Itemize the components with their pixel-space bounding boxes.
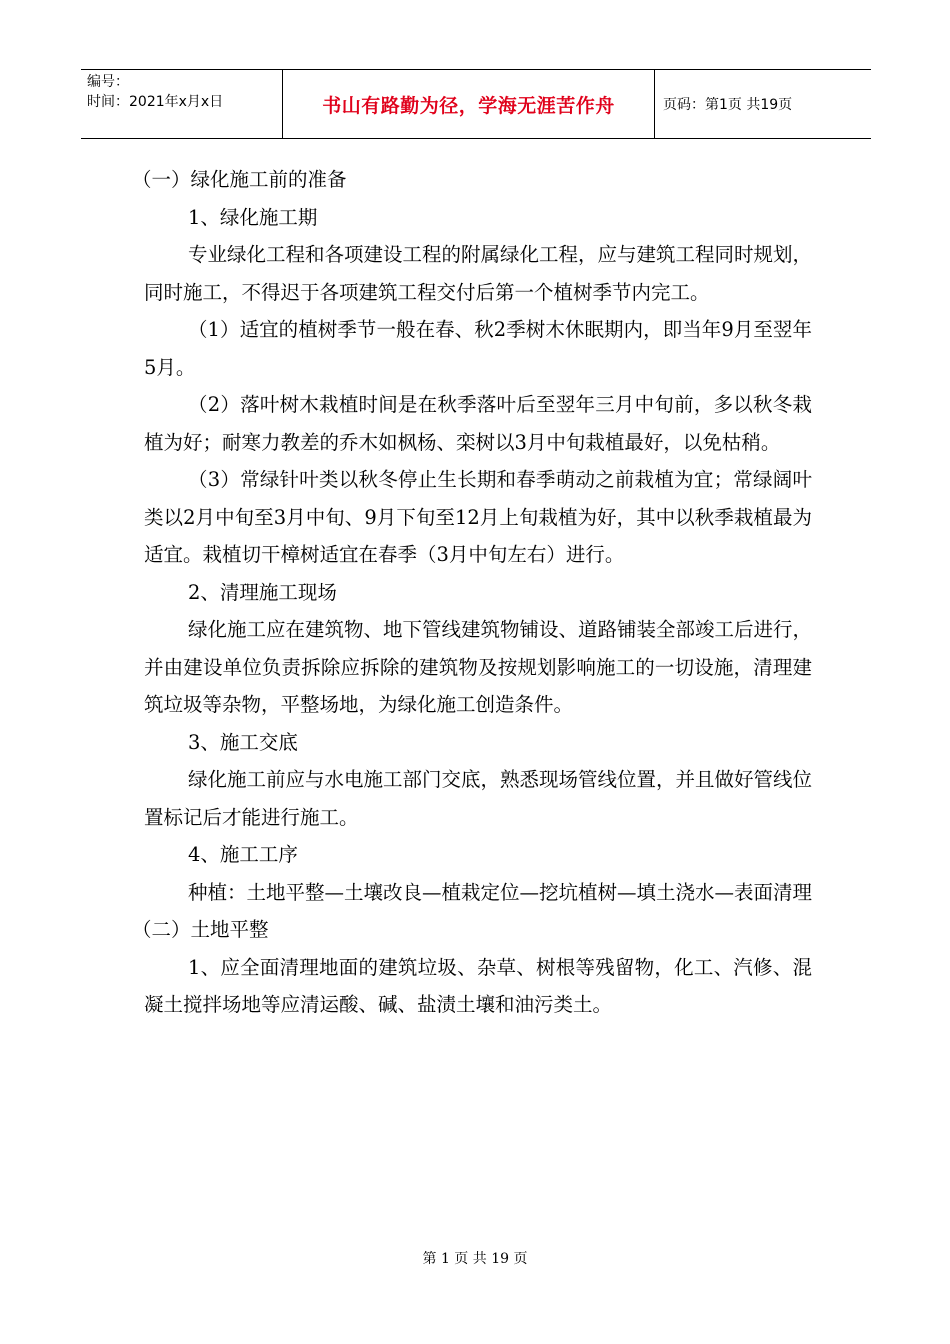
page-footer: 第 1 页 共 19 页 [422,1251,528,1267]
paragraph: 种植：土地平整—土壤改良—植栽定位—挖坑植树—填土浇水—表面清理 [188,880,813,904]
section-heading: （二）土地平整 [132,918,269,941]
paragraph: 绿化施工前应与水电施工部门交底，熟悉现场管线位置，并且做好管线位置标记后才能进行施工。 [144,768,813,829]
header-page-cell [655,70,871,138]
paragraph: 绿化施工应在建筑物、地下管线建筑物铺设、道路铺装全部竣工后进行，并由建设单位负责拆除应拆除的建筑物及按规划影响施工的一切设施，清理建筑垃圾等杂物，平整场地，为绿化施工创造条件。 [144,618,813,716]
subsection-heading: 1、绿化施工期 [188,205,318,229]
header-table [81,69,871,139]
paragraph: （2）落叶树木栽植时间是在秋季落叶后至翌年三月中旬前，多以秋冬栽植为好；耐寒力教差的乔木如枫杨、栾树以3月中旬栽植最好，以免枯稍。 [144,393,812,454]
paragraph: （3）常绿针叶类以秋冬停止生长期和春季萌动之前栽植为宜；常绿阔叶类以2月中旬至3月中旬、9月下旬至12月上旬栽植为好，其中以秋季栽植最为适宜。栽植切干樟树适宜在春季（3月中旬左右）进行。 [144,468,812,566]
header-meta-cell [81,70,283,138]
paragraph: 1、应全面清理地面的建筑垃圾、杂草、树根等残留物，化工、汽修、混凝土搅拌场地等应清运酸、碱、盐渍土壤和油污类土。 [144,955,812,1016]
page-info: 页码：第1页 共19页 [663,97,793,113]
paragraph: 专业绿化工程和各项建设工程的附属绿化工程，应与建筑工程同时规划，同时施工，不得迟于各项建筑工程交付后第一个植树季节内完工。 [144,243,813,304]
motto-text: 书山有路勤为径，学海无涯苦作舟 [322,94,615,117]
section-heading: （一）绿化施工前的准备 [132,168,347,191]
header-motto-cell [283,70,655,138]
document-date: 时间：2021年x月x日 [87,94,224,110]
subsection-heading: 2、清理施工现场 [188,580,337,604]
subsection-heading: 3、施工交底 [188,730,298,754]
subsection-heading: 4、施工工序 [188,843,298,866]
document-number-label: 编号： [87,74,129,90]
paragraph: （1）适宜的植树季节一般在春、秋2季树木休眠期内，即当年9月至翌年5月。 [144,318,812,379]
document-body [132,161,813,1024]
